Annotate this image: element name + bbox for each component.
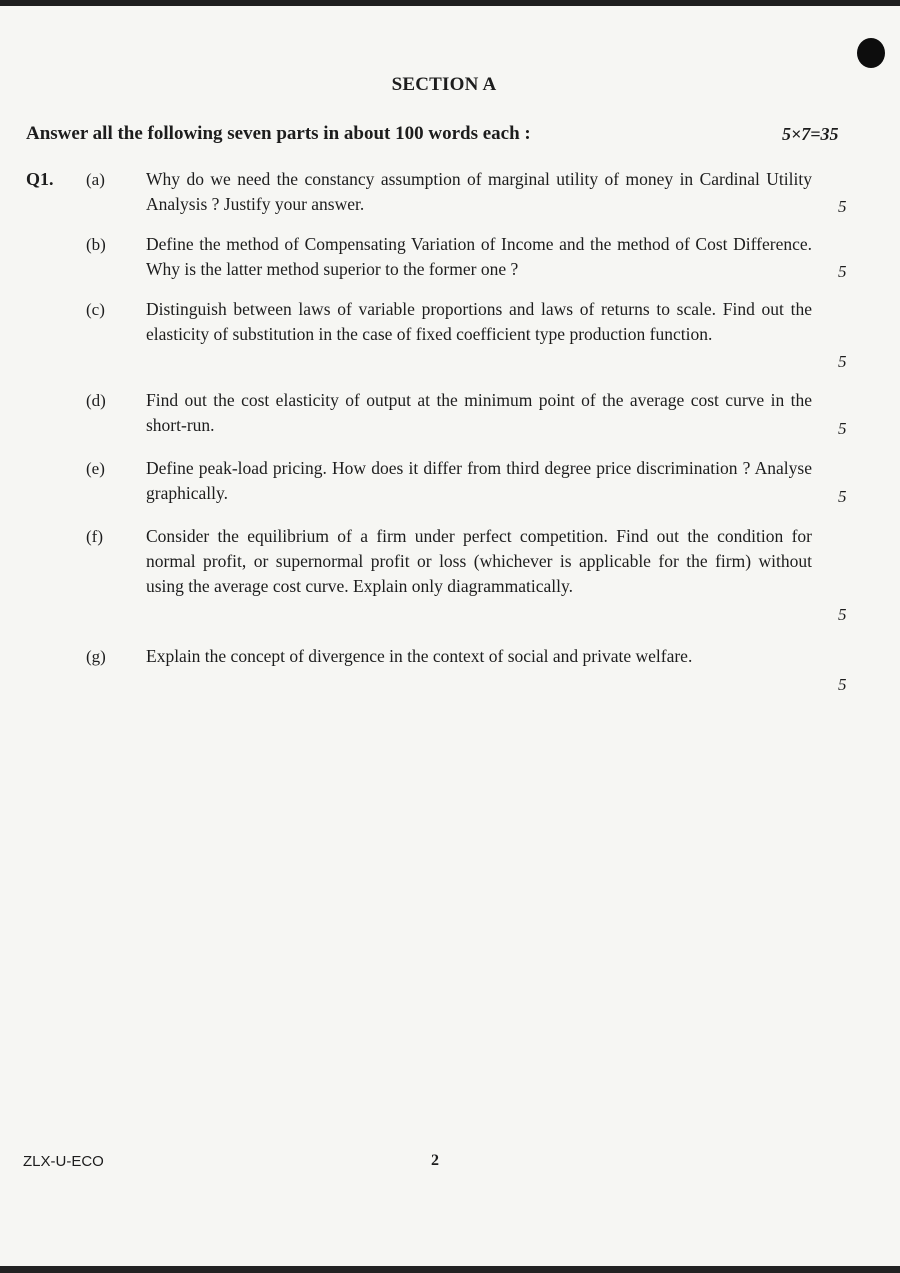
punch-hole-mark	[857, 38, 885, 68]
part-marks: 5	[838, 352, 847, 371]
part-letter: (g)	[86, 647, 106, 666]
part-marks: 5	[838, 605, 847, 624]
part-text: Consider the equilibrium of a firm under perfect competition. Find out the condition for normal profit, or supernormal profit or loss (whichever is applicable for the firm) without using the average cost curve. Explain only diagrammatically.	[146, 526, 812, 596]
part-text: Explain the concept of divergence in the context of social and private welfare.	[146, 646, 693, 666]
section-title: SECTION A	[391, 74, 497, 95]
part-letter: (e)	[86, 459, 105, 478]
part-marks: 5	[838, 197, 847, 216]
part-letter: (c)	[86, 300, 105, 319]
top-border-rule	[0, 0, 900, 6]
part-letter: (d)	[86, 391, 106, 410]
part-letter: (b)	[86, 235, 106, 254]
part-text: Why do we need the constancy assumption of marginal utility of money in Cardinal Utility Analysis ? Justify your answer.	[146, 169, 812, 214]
part-letter: (a)	[86, 170, 105, 189]
part-marks: 5	[838, 419, 847, 438]
part-marks: 5	[838, 487, 847, 506]
question-label: Q1.	[26, 169, 54, 189]
part-text: Define the method of Compensating Variation of Income and the method of Cost Difference. Why is the latter method superior to the former one ?	[146, 234, 812, 279]
section-marks-total: 5×7=35	[782, 124, 839, 144]
part-text: Distinguish between laws of variable proportions and laws of returns to scale. Find out the elasticity of substitution in the case of fixed coefficient type production function.	[146, 299, 812, 344]
part-marks: 5	[838, 262, 847, 281]
paper-code: ZLX-U-ECO	[23, 1153, 104, 1170]
part-text: Find out the cost elasticity of output at the minimum point of the average cost curve in the short-run.	[146, 390, 812, 435]
page-number: 2	[431, 1152, 439, 1169]
bottom-border-rule	[0, 1266, 900, 1273]
section-instruction: Answer all the following seven parts in about 100 words each :	[26, 123, 531, 144]
part-marks: 5	[838, 675, 847, 694]
part-text: Define peak-load pricing. How does it differ from third degree price discrimination ? Analyse graphically.	[146, 458, 812, 503]
part-letter: (f)	[86, 527, 103, 546]
